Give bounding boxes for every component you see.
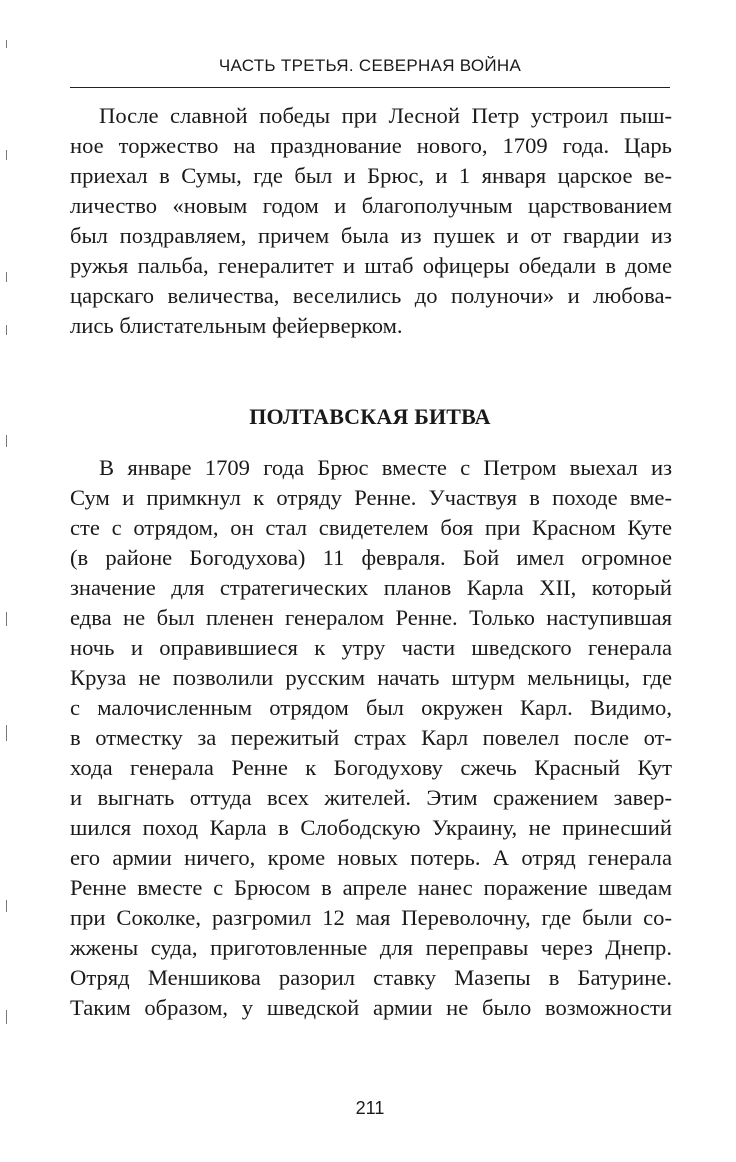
- scan-edge-mark: [6, 435, 7, 447]
- text-line: хода генерала Ренне к Богодухову сжечь Красный Кут: [70, 755, 672, 780]
- scan-edge-mark: [6, 1010, 7, 1024]
- text-line: Ренне вместе с Брюсом в апреле нанес поражение шведам: [70, 875, 672, 900]
- scan-edge-mark: [6, 612, 7, 626]
- text-line: жжены суда, приготовленные для переправы через Днепр.: [70, 935, 672, 960]
- text-line: сте с отрядом, он стал свидетелем боя при Красном Куте: [70, 515, 672, 540]
- section-heading: ПОЛТАВСКАЯ БИТВА: [249, 404, 491, 429]
- scan-edge-mark: [6, 725, 7, 741]
- scan-edge-mark: [6, 325, 7, 335]
- text-line: шился поход Карла в Слободскую Украину, не принесший: [70, 815, 672, 840]
- text-line: был поздравляем, причем была из пушек и от гвардии из: [70, 223, 672, 248]
- scan-edge-mark: [6, 40, 7, 48]
- running-head: ЧАСТЬ ТРЕТЬЯ. СЕВЕРНАЯ ВОЙНА: [218, 56, 522, 75]
- text-line: значение для стратегических планов Карла XII, который: [70, 575, 672, 600]
- text-line: его армии ничего, кроме новых потерь. А отряд генерала: [70, 845, 672, 870]
- text-line: и выгнать оттуда всех жителей. Этим сражением завер-: [70, 785, 672, 810]
- text-line: Отряд Меншикова разорил ставку Мазепы в Батурине.: [70, 965, 672, 990]
- scan-edge-mark: [6, 900, 7, 912]
- text-line: ружья пальба, генералитет и штаб офицеры обедали в доме: [70, 253, 672, 278]
- scan-edge-mark: [6, 272, 7, 282]
- text-line: В январе 1709 года Брюс вместе с Петром выехал из: [99, 455, 672, 480]
- text-line: в отместку за пережитый страх Карл повелел после от-: [70, 725, 672, 750]
- text-line: с малочисленным отрядом был окружен Карл. Видимо,: [70, 695, 672, 720]
- text-line: ночь и оправившиеся к утру части шведского генерала: [70, 635, 672, 660]
- header-rule: [70, 87, 670, 88]
- text-line: приехал в Сумы, где был и Брюс, и 1 января царское ве-: [70, 163, 672, 188]
- text-line: личество «новым годом и благополучным царствованием: [70, 193, 672, 218]
- paragraph-2: [70, 453, 672, 1023]
- text-line: Круза не позволили русским начать штурм мельницы, где: [70, 665, 672, 690]
- text-line: После славной победы при Лесной Петр устроил пыш-: [99, 103, 672, 128]
- scan-edge-mark: [6, 150, 7, 160]
- text-line: при Соколке, разгромил 12 мая Переволочну, где были со-: [70, 905, 672, 930]
- page-number: 211: [355, 1098, 385, 1118]
- text-line: лись блистательным фейерверком.: [70, 313, 403, 338]
- text-line: царскаго величества, веселились до полуночи» и любова-: [70, 283, 672, 308]
- text-line: (в районе Богодухова) 11 февраля. Бой имел огромное: [70, 545, 672, 570]
- paragraph-1: [70, 101, 672, 341]
- text-line: едва не был пленен генералом Ренне. Только наступившая: [70, 605, 672, 630]
- text-line: Сум и примкнул к отряду Ренне. Участвуя в походе вме-: [70, 485, 672, 510]
- text-line: Таким образом, у шведской армии не было возможности: [70, 995, 672, 1020]
- text-line: ное торжество на празднование нового, 1709 года. Царь: [70, 133, 672, 158]
